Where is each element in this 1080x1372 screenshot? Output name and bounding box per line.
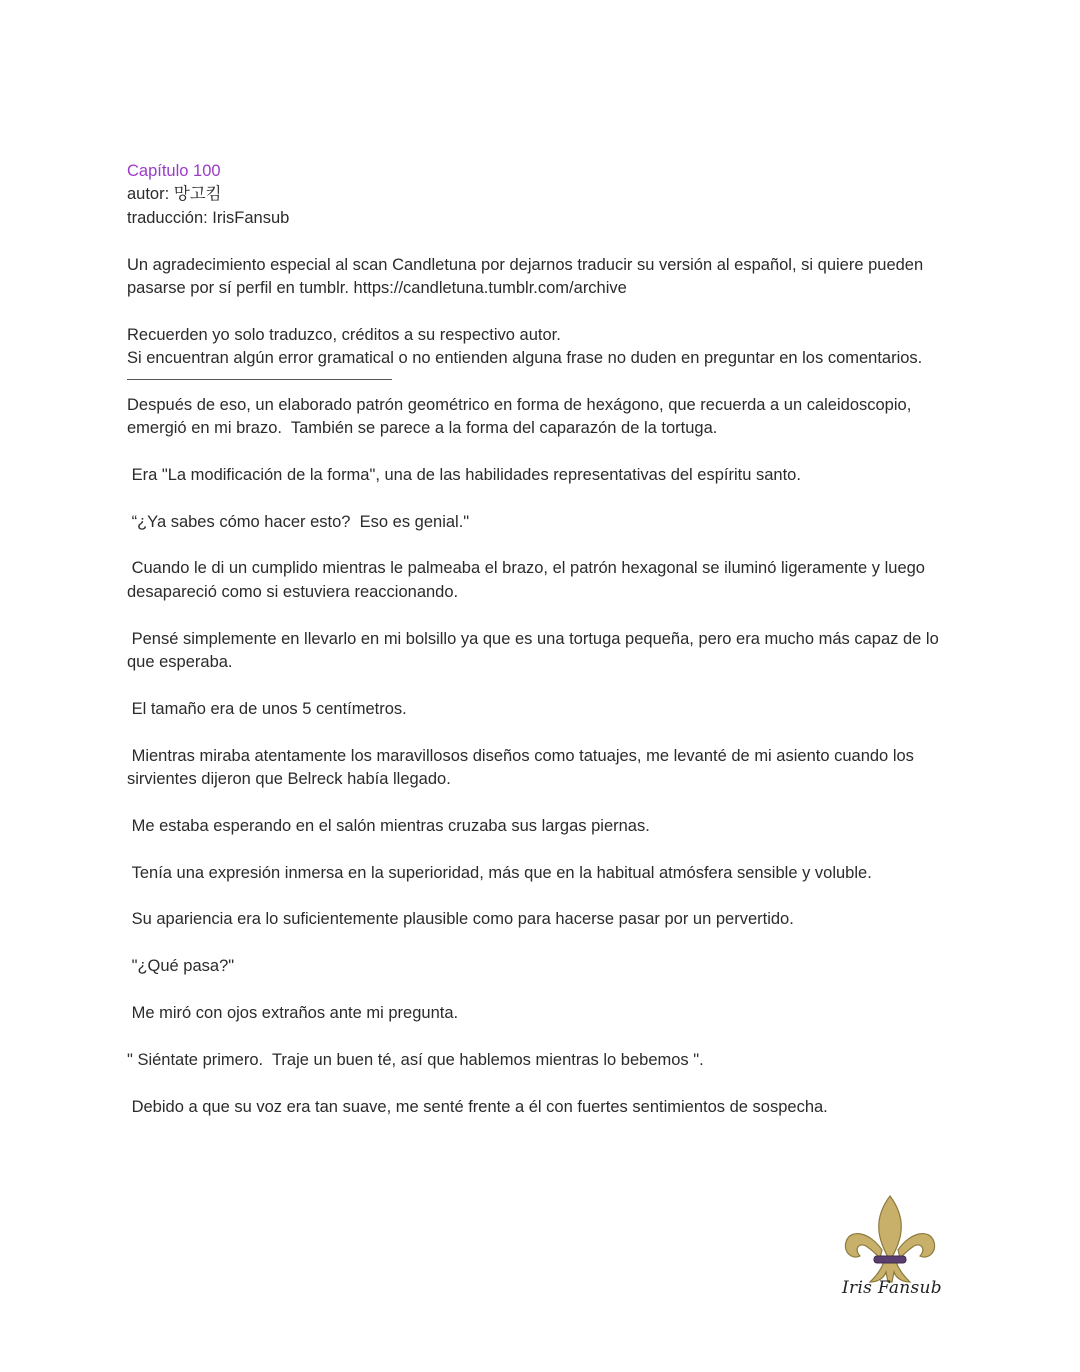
story-paragraph: " Siéntate primero. Traje un buen té, así que hablemos mientras lo bebemos ".	[127, 1050, 704, 1069]
story-paragraph: "¿Qué pasa?"	[127, 957, 235, 976]
story-paragraph: Mientras miraba atentamente los maravillosos diseños como tatuajes, me levanté de mi asiento cuando los sirvientes dijeron que Belreck había llegado.	[127, 746, 919, 789]
document-body	[127, 160, 957, 1119]
story-paragraph: Me miró con ojos extraños ante mi pregunta.	[127, 1004, 459, 1023]
translation-line: traducción: IrisFansub	[127, 208, 290, 227]
story-paragraph: Tenía una expresión inmersa en la superioridad, más que en la habitual atmósfera sensible y voluble.	[127, 863, 872, 882]
thanks-paragraph: Un agradecimiento especial al scan Candletuna por dejarnos traducir su versión al español, si quiere pueden pasarse por sí perfil en tumblr. https://candletuna.tumblr.com/archive	[127, 255, 928, 298]
logo-text: Iris Fansub	[842, 1278, 942, 1298]
author-line: autor: 망고킴	[127, 185, 222, 204]
story-paragraph: Su apariencia era lo suficientemente plausible como para hacerse pasar por un pervertido.	[127, 910, 794, 929]
credits-line-2: Si encuentran algún error gramatical o no entienden alguna frase no duden en preguntar en los comentarios.	[127, 349, 923, 368]
story-paragraph: Después de eso, un elaborado patrón geométrico en forma de hexágono, que recuerda a un caleidoscopio, emergió en mi brazo. También se parece a la forma del caparazón de la tortuga.	[127, 395, 916, 438]
story-paragraph: “¿Ya sabes cómo hacer esto? Eso es genial."	[127, 512, 470, 531]
separator-line	[127, 379, 392, 380]
story-paragraph: El tamaño era de unos 5 centímetros.	[127, 699, 407, 718]
story-paragraph: Cuando le di un cumplido mientras le palmeaba el brazo, el patrón hexagonal se iluminó ligeramente y luego desapareció como si estuviera reaccionando.	[127, 559, 930, 601]
story-paragraph: Debido a que su voz era tan suave, me senté frente a él con fuertes sentimientos de sospecha.	[127, 1097, 828, 1116]
credits-line-1: Recuerden yo solo traduzco, créditos a su respectivo autor.	[127, 325, 561, 344]
story-paragraph: Pensé simplemente en llevarlo en mi bolsillo ya que es una tortuga pequeña, pero era mucho más capaz de lo que esperaba.	[127, 629, 944, 672]
story-paragraph: Me estaba esperando en el salón mientras cruzaba sus largas piernas.	[127, 816, 650, 835]
story-paragraph: Era "La modificación de la forma", una de las habilidades representativas del espíritu santo.	[127, 465, 801, 484]
chapter-title: Capítulo 100	[127, 162, 221, 180]
